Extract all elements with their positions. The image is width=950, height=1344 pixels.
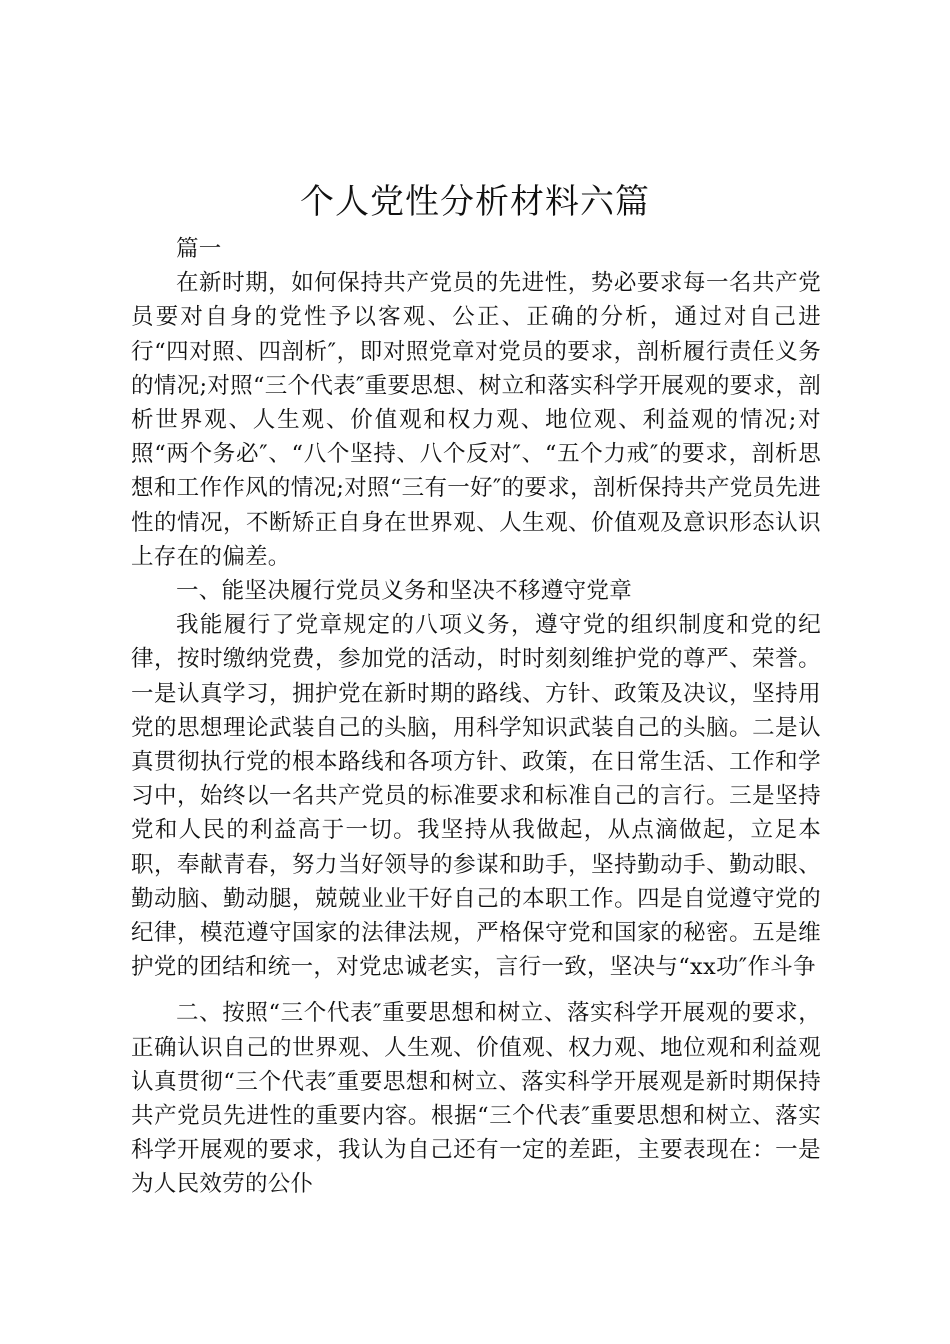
section-heading-1: 一、能坚决履行党员义务和坚决不移遵守党章 [176,578,633,605]
section-label: 篇一 [176,236,222,262]
document-title: 个人党性分析材料六篇 [300,182,650,222]
intro-paragraph: 在新时期，如何保持共产党员的先进性，势必要求每一名共产党员要对自身的党性予以客观、公正、正确的分析，通过对自己进行“四对照、四剖析″，即对照党章对党员的要求，剖析履行责任义务的情况;对照“三个代表″重要思想、树立和落实科学开展观的要求，剖析世界观、人生观、价值观和权力观、地位观、利益观的情况;对照“两个务必″、“八个坚持、八个反对″、“五个力戒″的要求，剖析思想和工作作风的情况;对照“三有一好″的要求，剖析保持共产党员先进性的情况，不断矫正自身在世界观、人生观、价值观及意识形态认识上存在的偏差。 [131,270,821,570]
document-body [131,232,821,1202]
section-1-paragraph: 我能履行了党章规定的八项义务，遵守党的组织制度和党的纪律，按时缴纳党费，参加党的活动，时时刻刻维护党的尊严、荣誉。一是认真学习，拥护党在新时期的路线、方针、政策及决议，坚持用党的思想理论武装自己的头脑，用科学知识武装自己的头脑。二是认真贯彻执行党的根本路线和各项方针、政策，在日常生活、工作和学习中，始终以一名共产党员的标准要求和标准自己的言行。三是坚持党和人民的利益高于一切。我坚持从我做起，从点滴做起，立足本职，奉献青春，努力当好领导的参谋和助手，坚持勤动手、勤动眼、勤动脑、勤动腿，兢兢业业干好自己的本职工作。四是自觉遵守党的纪律，模范遵守国家的法律法规，严格保守党和国家的秘密。五是维护党的团结和统一，对党忠诚老实，言行一致，坚决与“xx功″作斗争 [131,612,821,981]
section-2-paragraph: 二、按照“三个代表″重要思想和树立、落实科学开展观的要求，正确认识自己的世界观、人生观、价值观、权力观、地位观和利益观认真贯彻“三个代表″重要思想和树立、落实科学开展观是新时期保持共产党员先进性的重要内容。根据“三个代表″重要思想和树立、落实科学开展观的要求，我认为自己还有一定的差距，主要表现在：一是为人民效劳的公仆 [131,1000,821,1198]
